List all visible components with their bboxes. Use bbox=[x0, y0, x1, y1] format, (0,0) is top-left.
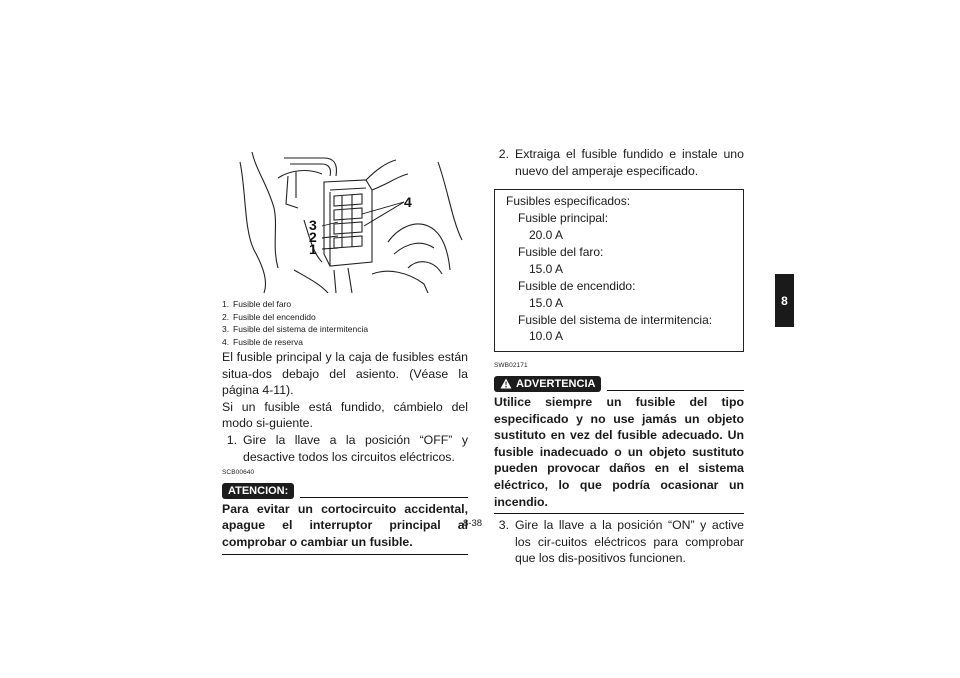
spec-item-name: Fusible del sistema de intermitencia: bbox=[518, 312, 713, 327]
left-column bbox=[222, 349, 468, 555]
warning-label: ADVERTENCIA bbox=[494, 376, 601, 392]
caution-text: Para evitar un cortocircuito accidental, apague el interruptor principal al comprobar o cambiar un fusible. bbox=[222, 501, 468, 549]
legend-item: 3. Fusible del sistema de intermitencia bbox=[222, 324, 369, 335]
spec-item-value: 10.0 A bbox=[529, 329, 564, 344]
callout-2: 2 bbox=[309, 229, 317, 245]
spec-item-value: 15.0 A bbox=[529, 261, 564, 276]
warning-code: SWB02171 bbox=[494, 362, 528, 370]
spec-title: Fusibles especificados: bbox=[506, 194, 631, 209]
callout-4: 4 bbox=[404, 194, 412, 210]
legend-item: 2. Fusible del encendido bbox=[222, 311, 316, 322]
warning-triangle-icon bbox=[500, 378, 512, 389]
spec-item-name: Fusible de encendido: bbox=[518, 278, 636, 293]
legend-item: 4. Fusible de reserva bbox=[222, 336, 303, 347]
fuse-location-paragraph: El fusible principal y la caja de fusibles están situa-dos debajo del asiento. (Véase la página 4-11). bbox=[222, 350, 468, 398]
step-2: 2. Extraiga el fusible fundido e instale uno nuevo del amperaje especificado. bbox=[498, 147, 744, 178]
warning-text: Utilice siempre un fusible del tipo especificado y no use jamás un objeto sustituto en vez del fusible adecuado. Un fusible inadecuado o un objeto sustituto pueden provocar daños en el sistema eléctrico, lo que podría ocasionar un incendio. bbox=[494, 394, 744, 509]
spec-item-name: Fusible principal: bbox=[518, 211, 609, 226]
warning-header bbox=[494, 376, 744, 392]
warning-closing-rule bbox=[494, 513, 744, 514]
figure-legend bbox=[222, 298, 472, 348]
fuse-box-illustration bbox=[238, 150, 466, 293]
callout-3: 3 bbox=[309, 217, 317, 233]
step-1: 1. Gire la llave a la posición “OFF” y desactive todos los circuitos eléctricos. bbox=[226, 432, 468, 464]
spec-item-name: Fusible del faro: bbox=[518, 244, 604, 259]
caution-header bbox=[222, 483, 468, 499]
replace-intro-paragraph: Si un fusible está fundido, cámbielo del modo si-guiente. bbox=[222, 399, 468, 431]
step-3: 3. Gire la llave a la posición “ON” y active los cir-cuitos eléctricos para comprobar que los dis-positivos funcionen. bbox=[498, 518, 744, 566]
right-column bbox=[494, 146, 744, 567]
spec-item-value: 15.0 A bbox=[529, 295, 564, 310]
caution-rule bbox=[300, 497, 468, 498]
caution-closing-rule bbox=[222, 554, 468, 555]
callout-1: 1 bbox=[309, 241, 317, 257]
warning-rule bbox=[607, 390, 744, 391]
legend-item: 1. Fusible del faro bbox=[222, 299, 292, 309]
spec-item-value: 20.0 A bbox=[529, 228, 564, 242]
caution-code: SCB00640 bbox=[222, 469, 255, 477]
chapter-tab: 8 bbox=[775, 274, 794, 327]
caution-label: ATENCION: bbox=[222, 483, 294, 499]
specified-fuses-box bbox=[494, 189, 744, 352]
page-number: 8-38 bbox=[463, 518, 483, 529]
